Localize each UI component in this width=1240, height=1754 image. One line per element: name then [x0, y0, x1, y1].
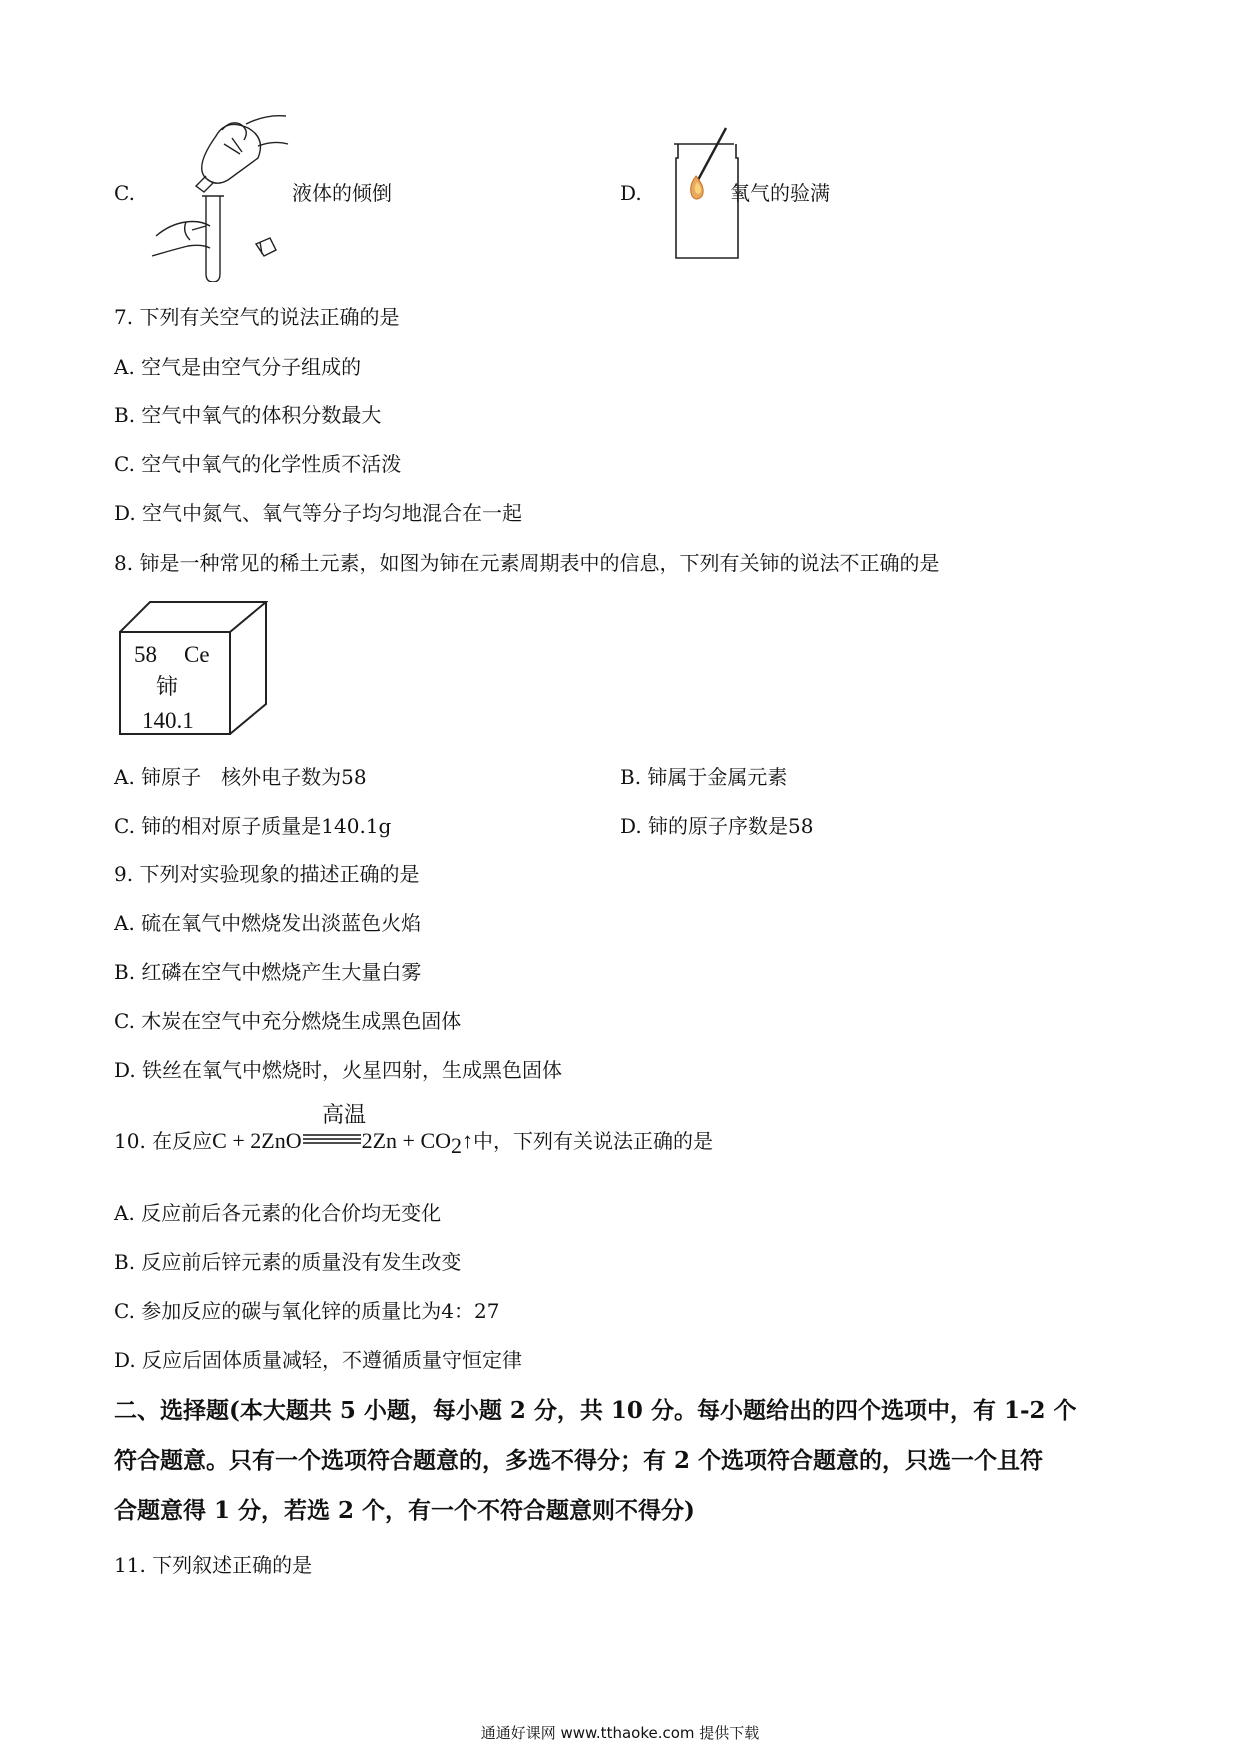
- equation-reactants: C + 2ZnO: [212, 1128, 302, 1153]
- element-atomic-number: 58: [134, 642, 157, 667]
- q10-stem: [114, 1128, 713, 1159]
- section2-heading-line2: 符合题意。只有一个选项符合题意的，多选不得分；有 2 个选项符合题意的，只选一个且符: [114, 1447, 1044, 1474]
- q10-suffix: 中，下列有关说法正确的是: [473, 1129, 714, 1153]
- q10-prefix: 10. 在反应: [114, 1129, 213, 1153]
- q6-option-d-label: D.: [620, 181, 642, 205]
- q7-stem: 7. 下列有关空气的说法正确的是: [114, 305, 400, 329]
- q10-option-d: D. 反应后固体质量减轻，不遵循质量守恒定律: [114, 1348, 523, 1372]
- element-atomic-mass: 140.1: [142, 708, 194, 733]
- q8-option-b: B. 铈属于金属元素: [620, 765, 788, 789]
- q8-option-c: C. 铈的相对原子质量是140.1g: [114, 814, 392, 838]
- section2-heading-line1: 二、选择题(本大题共 5 小题，每小题 2 分，共 10 分。每小题给出的四个选项中，有 1-2 个: [114, 1397, 1077, 1424]
- gas-arrow: ↑: [462, 1128, 474, 1153]
- section2-heading-line3: 合题意得 1 分，若选 2 个，有一个不符合题意则不得分): [114, 1497, 695, 1524]
- q8-option-a: A. 铈原子 核外电子数为58: [114, 765, 367, 789]
- liquid-pouring-illustration: [146, 106, 296, 282]
- q7-option-b: B. 空气中氧气的体积分数最大: [114, 403, 382, 427]
- q7-option-d: D. 空气中氮气、氧气等分子均匀地混合在一起: [114, 501, 523, 525]
- q10-option-a: A. 反应前后各元素的化合价均无变化: [114, 1201, 442, 1225]
- q8-option-d: D. 铈的原子序数是58: [620, 814, 814, 838]
- reaction-condition: 高温: [322, 1103, 367, 1128]
- q6-option-c-label: C.: [114, 181, 135, 205]
- equation-equals-sign: [302, 1125, 362, 1137]
- q9-option-a: A. 硫在氧气中燃烧发出淡蓝色火焰: [114, 911, 422, 935]
- q9-option-c: C. 木炭在空气中充分燃烧生成黑色固体: [114, 1009, 462, 1033]
- element-name: 铈: [156, 675, 179, 700]
- equation-products: 2Zn + CO: [361, 1128, 452, 1153]
- q7-option-c: C. 空气中氧气的化学性质不活泼: [114, 452, 402, 476]
- q10-option-b: B. 反应前后锌元素的质量没有发生改变: [114, 1250, 462, 1274]
- q6-option-c-text: 液体的倾倒: [292, 181, 392, 205]
- element-symbol: Ce: [184, 642, 210, 667]
- q10-option-c: C. 参加反应的碳与氧化锌的质量比为4：27: [114, 1299, 500, 1323]
- q9-stem: 9. 下列对实验现象的描述正确的是: [114, 862, 420, 886]
- q9-option-b: B. 红磷在空气中燃烧产生大量白雾: [114, 960, 422, 984]
- q11-stem: 11. 下列叙述正确的是: [114, 1553, 313, 1577]
- co2-subscript: 2: [451, 1133, 463, 1158]
- q9-option-d: D. 铁丝在氧气中燃烧时，火星四射，生成黑色固体: [114, 1058, 563, 1082]
- q7-option-a: A. 空气是由空气分子组成的: [114, 355, 362, 379]
- q6-option-d-text: 氧气的验满: [730, 181, 830, 205]
- footer-source: 通通好课网 www.tthaoke.com 提供下载: [480, 1724, 760, 1742]
- q8-stem: 8. 铈是一种常见的稀土元素，如图为铈在元素周期表中的信息，下列有关铈的说法不正确的是: [114, 551, 940, 575]
